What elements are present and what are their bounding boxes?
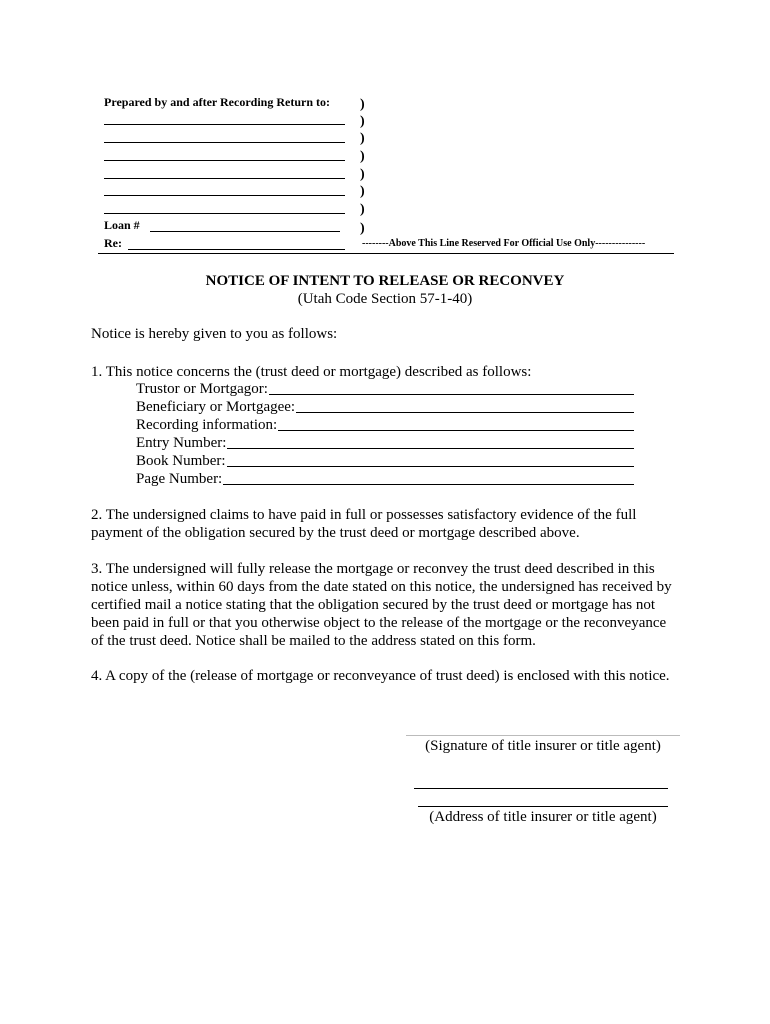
item-3-line-4: been paid in full or that you otherwise object to the release of the mortgage or the reconveyance: [91, 615, 667, 631]
trustor-field[interactable]: [136, 380, 634, 398]
loan-number-line[interactable]: [150, 231, 340, 232]
dashes-left: --------: [362, 238, 389, 249]
book-number-field[interactable]: [136, 452, 634, 470]
page-subtitle: (Utah Code Section 57-1-40): [297, 291, 473, 307]
entry-number-line[interactable]: [227, 448, 634, 449]
re-label: Re:: [104, 236, 122, 250]
page-number-line[interactable]: [223, 484, 634, 485]
return-address-line-1[interactable]: [104, 124, 345, 125]
return-address-line-2[interactable]: [104, 142, 345, 143]
book-number-line[interactable]: [227, 466, 634, 467]
item-3-line-5: of the trust deed. Notice shall be mailed to the address stated on this form.: [91, 633, 536, 649]
trustor-label: Trustor or Mortgagor:: [136, 381, 268, 397]
trustor-line[interactable]: [269, 394, 634, 395]
dashes-right: ---------------: [595, 238, 646, 249]
item-3-line-3: certified mail a notice stating that the obligation secured by the trust deed or mortgage has not: [91, 597, 655, 613]
bracket-paren: ): [360, 167, 365, 182]
page-number-field[interactable]: [136, 470, 634, 488]
item-2-line-2: payment of the obligation secured by the trust deed or mortgage described above.: [91, 525, 580, 541]
item-4-text: 4. A copy of the (release of mortgage or reconveyance of trust deed) is enclosed with this notice.: [91, 668, 670, 684]
bracket-paren: ): [360, 131, 365, 146]
recording-info-label: Recording information:: [136, 417, 278, 433]
signature-line[interactable]: [406, 735, 680, 736]
bracket-paren: ): [360, 184, 365, 199]
official-use-divider: [98, 253, 674, 254]
book-number-label: Book Number:: [136, 453, 226, 469]
return-address-line-3[interactable]: [104, 160, 345, 161]
re-line[interactable]: [128, 249, 345, 250]
reserved-label: Above This Line Reserved For Official Use Only: [388, 238, 596, 249]
recording-info-field[interactable]: [136, 416, 634, 434]
official-use-banner: [362, 238, 645, 249]
bracket-paren: ): [360, 149, 365, 164]
page-number-label: Page Number:: [136, 471, 223, 487]
item-1-text: 1. This notice concerns the (trust deed or mortgage) described as follows:: [91, 364, 532, 380]
entry-number-field[interactable]: [136, 434, 634, 452]
loan-label: Loan #: [104, 218, 140, 232]
prepared-by-label: Prepared by and after Recording Return to:: [104, 95, 330, 109]
address-line-1[interactable]: [414, 788, 668, 789]
page-title: NOTICE OF INTENT TO RELEASE OR RECONVEY: [205, 273, 565, 289]
bracket-paren: ): [360, 202, 365, 217]
signature-label: (Signature of title insurer or title agent): [425, 738, 661, 754]
return-address-line-6[interactable]: [104, 213, 345, 214]
item-2-line-1: 2. The undersigned claims to have paid in full or possesses satisfactory evidence of the full: [91, 507, 637, 523]
return-address-line-5[interactable]: [104, 195, 345, 196]
recording-info-line[interactable]: [278, 430, 634, 431]
entry-number-label: Entry Number:: [136, 435, 227, 451]
item-3-line-2: notice unless, within 60 days from the date stated on this notice, the undersigned has received by: [91, 579, 672, 595]
notice-intro: Notice is hereby given to you as follows:: [91, 326, 338, 342]
beneficiary-label: Beneficiary or Mortgagee:: [136, 399, 296, 415]
address-label: (Address of title insurer or title agent): [429, 809, 657, 825]
item-3-line-1: 3. The undersigned will fully release the mortgage or reconvey the trust deed described in this: [91, 561, 655, 577]
return-address-line-4[interactable]: [104, 178, 345, 179]
bracket-paren: ): [360, 114, 365, 129]
bracket-paren: ): [360, 97, 365, 112]
beneficiary-field[interactable]: [136, 398, 634, 416]
beneficiary-line[interactable]: [296, 412, 634, 413]
address-line-2[interactable]: [418, 806, 668, 807]
bracket-paren: ): [360, 221, 365, 236]
